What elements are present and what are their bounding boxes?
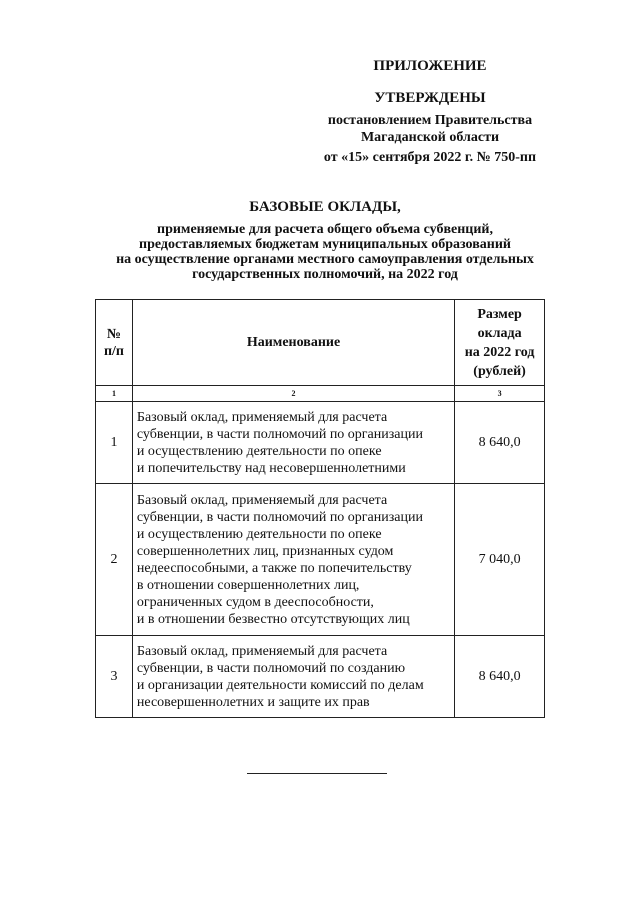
row-number: 3 bbox=[96, 636, 133, 718]
decree-line-2: Магаданской области bbox=[360, 130, 500, 145]
subtitle-line: государственных полномочий, на 2022 год bbox=[192, 267, 458, 282]
index-cell: 3 bbox=[455, 386, 545, 402]
subtitle-line: на осуществление органами местного самоуправления отдельных bbox=[116, 252, 534, 267]
subtitle-line: предоставляемых бюджетам муниципальных образований bbox=[139, 237, 511, 252]
appendix-label: ПРИЛОЖЕНИЕ bbox=[373, 58, 487, 74]
desc-line: и попечительству над несовершеннолетними bbox=[136, 460, 406, 476]
row-value: 8 640,0 bbox=[455, 636, 545, 718]
desc-line: недееспособными, а также по попечительству bbox=[136, 560, 412, 576]
desc-line: и осуществлению деятельности по опеке bbox=[136, 443, 382, 459]
row-description bbox=[132, 402, 454, 484]
table-index-row bbox=[96, 386, 545, 402]
subtitle-line: применяемые для расчета общего объема субвенций, bbox=[157, 222, 493, 237]
desc-line: совершеннолетних лиц, признанных судом bbox=[136, 543, 394, 559]
table-row bbox=[96, 636, 545, 718]
desc-line: субвенции, в части полномочий по созданию bbox=[136, 660, 406, 676]
desc-line: ограниченных судом в дееспособности, bbox=[136, 594, 374, 610]
row-value: 8 640,0 bbox=[455, 402, 545, 484]
document-subtitle bbox=[60, 222, 590, 282]
desc-line: в отношении совершеннолетних лиц, bbox=[136, 577, 360, 593]
header-size-line: на 2022 год bbox=[464, 344, 535, 360]
table-row bbox=[96, 484, 545, 636]
desc-line: и в отношении безвестно отсутствующих лиц bbox=[136, 611, 410, 627]
header-size-line: Размер bbox=[477, 306, 522, 322]
desc-line: субвенции, в части полномочий по организации bbox=[136, 509, 423, 525]
row-number: 1 bbox=[96, 402, 133, 484]
desc-line: Базовый оклад, применяемый для расчета bbox=[136, 643, 388, 659]
decree-reference bbox=[300, 112, 560, 146]
desc-line: Базовый оклад, применяемый для расчета bbox=[136, 492, 388, 508]
row-number: 2 bbox=[96, 484, 133, 636]
header-size-line: оклада bbox=[477, 325, 522, 341]
desc-line: и организации деятельности комиссий по делам bbox=[136, 677, 424, 693]
desc-line: несовершеннолетних и защите их прав bbox=[136, 694, 370, 710]
salary-table bbox=[95, 299, 545, 718]
decree-date: от «15» сентября 2022 г. № 750-пп bbox=[323, 150, 537, 165]
table-row bbox=[96, 402, 545, 484]
header-num-line: п/п bbox=[103, 343, 124, 359]
header-size bbox=[455, 300, 545, 386]
closing-separator-line bbox=[247, 773, 387, 774]
document-title: БАЗОВЫЕ ОКЛАДЫ, bbox=[249, 199, 401, 215]
decree-line-1: постановлением Правительства bbox=[327, 113, 533, 128]
desc-line: субвенции, в части полномочий по организации bbox=[136, 426, 423, 442]
header-name: Наименование bbox=[132, 300, 454, 386]
desc-line: и осуществлению деятельности по опеке bbox=[136, 526, 382, 542]
row-value: 7 040,0 bbox=[455, 484, 545, 636]
row-description bbox=[132, 484, 454, 636]
table-header-row bbox=[96, 300, 545, 386]
desc-line: Базовый оклад, применяемый для расчета bbox=[136, 409, 388, 425]
row-description bbox=[132, 636, 454, 718]
index-cell: 1 bbox=[96, 386, 133, 402]
approved-label: УТВЕРЖДЕНЫ bbox=[374, 90, 486, 106]
header-size-line: (рублей) bbox=[473, 363, 526, 379]
index-cell: 2 bbox=[132, 386, 454, 402]
header-num bbox=[96, 300, 133, 386]
header-num-line: № bbox=[106, 326, 121, 342]
